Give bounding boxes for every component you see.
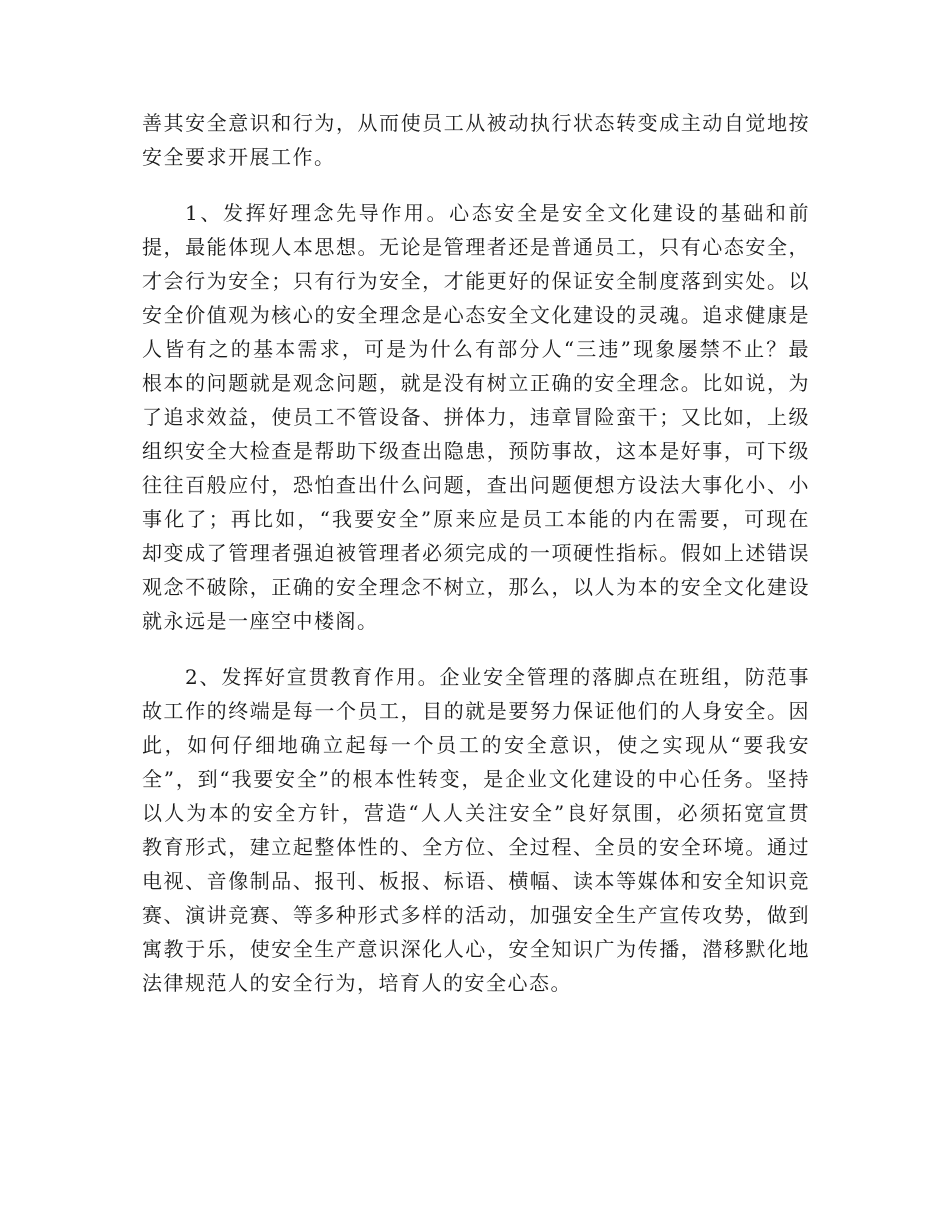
paragraph-section-1: 1、发挥好理念先导作用。心态安全是安全文化建设的基础和前提，最能体现人本思想。无论是管理者还是普通员工，只有心态安全，才会行为安全；只有行为安全，才能更好的保证安全制度落到实处。以安全价值观为核心的安全理念是心态安全文化建设的灵魂。追求健康是人皆有之的基本需求，可是为什么有部分人“三违”现象屡禁不止？最根本的问题就是观念问题，就是没有树立正确的安全理念。比如说，为了追求效益，使员工不管设备、拼体力，违章冒险蛮干；又比如，上级组织安全大检查是帮助下级查出隐患，预防事故，这本是好事，可下级往往百般应付，恐怕查出什么问题，查出问题便想方设法大事化小、小事化了；再比如，“我要安全”原来应是员工本能的内在需要，可现在却变成了管理者强迫被管理者必须完成的一项硬性指标。假如上述错误观念不破除，正确的安全理念不树立，那么，以人为本的安全文化建设就永远是一座空中楼阁。 [142,201,810,633]
paragraph-continuation: 善其安全意识和行为，从而使员工从被动执行状态转变成主动自觉地按安全要求开展工作。 [142,111,810,169]
paragraph-section-2: 2、发挥好宣贯教育作用。企业安全管理的落脚点在班组，防范事故工作的终端是每一个员工，目的就是要努力保证他们的人身安全。因此，如何仔细地确立起每一个员工的安全意识，使之实现从“要我安全”，到“我要安全”的根本性转变，是企业文化建设的中心任务。坚持以人为本的安全方针，营造“人人关注安全”良好氛围，必须拓宽宣贯教育形式，建立起整体性的、全方位、全过程、全员的安全环境。通过电视、音像制品、报刊、板报、标语、横幅、读本等媒体和安全知识竞赛、演讲竞赛、等多种形式多样的活动，加强安全生产宣传攻势，做到寓教于乐，使安全生产意识深化人心，安全知识广为传播，潜移默化地法律规范人的安全行为，培育人的安全心态。 [142,665,810,995]
document-body [142,106,810,1022]
